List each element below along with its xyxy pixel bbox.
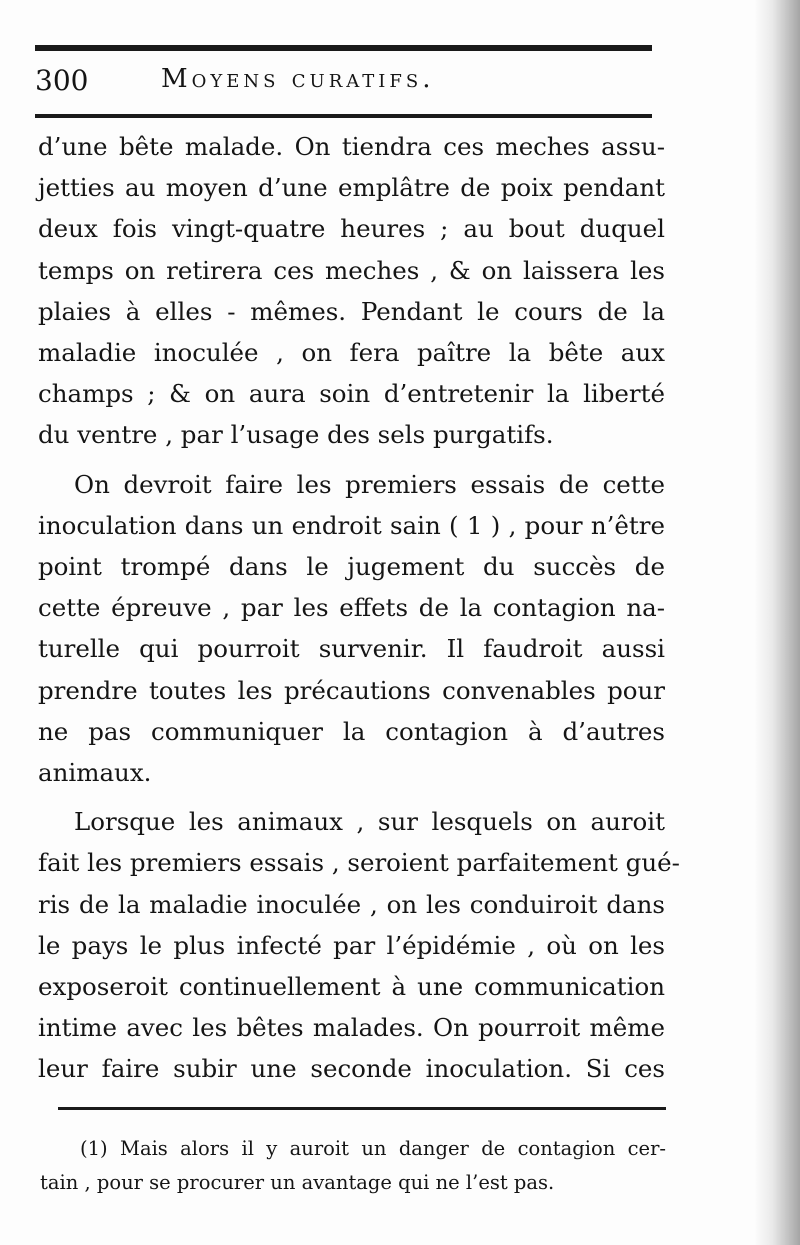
page-header [35,60,652,100]
text-line: inoculation dans un endroit sain ( 1 ) , pour n’être [38,510,665,540]
text-line: prendre toutes les précautions convenables pour [38,675,665,705]
body-text [38,126,680,1090]
text-line: point trompé dans le jugement du succès de [38,552,665,582]
text-line: leur faire subir une seconde inoculation. Si ces [38,1054,665,1084]
text-line: le pays le plus infecté par l’épidémie , où on les [38,930,665,960]
header-rule [35,114,652,118]
text-line: Lorsque les animaux , sur lesquels on auroit [74,807,665,837]
footnote-line: tain , pour se procurer un avantage qui ne l’est pas. [40,1171,555,1194]
page-number: 300 [35,64,89,97]
running-head: Moyens curatifs. [161,64,435,94]
paragraph-3 [38,801,680,1089]
text-line: maladie inoculée , on fera paître la bête aux [38,338,665,368]
text-line: On devroit faire les premiers essais de cette [74,469,665,499]
page-edge-shadow [754,0,800,1245]
text-line: deux fois vingt-quatre heures ; au bout duquel [38,214,665,244]
text-line: champs ; & on aura soin d’entretenir la liberté [38,379,665,409]
text-line: animaux. [38,758,152,788]
text-line: jetties au moyen d’une emplâtre de poix pendant [38,173,665,203]
text-line: du ventre , par l’usage des sels purgatifs. [38,420,554,450]
text-line: d’une bête malade. On tiendra ces meches assu- [38,132,665,161]
paragraph-1 [38,126,665,456]
text-line: intime avec les bêtes malades. On pourroit même [38,1013,665,1043]
footnote [40,1132,666,1200]
paragraph-2 [38,464,665,794]
text-line: turelle qui pourroit survenir. Il faudroit aussi [38,634,665,664]
footnote-line: (1) Mais alors il y auroit un danger de contagion cer- [80,1137,666,1160]
text-line: plaies à elles - mêmes. Pendant le cours de la [38,296,665,326]
text-line: temps on retirera ces meches , & on laissera les [38,255,665,285]
top-rule [35,45,652,51]
text-line: fait les premiers essais , seroient parfaitement gué- [38,848,680,878]
text-line: exposeroit continuellement à une communication [38,972,665,1002]
text-line: ne pas communiquer la contagion à d’autres [38,716,665,746]
footnote-rule [58,1107,666,1110]
text-line: cette épreuve , par les effets de la contagion na- [38,593,665,623]
text-line: ris de la maladie inoculée , on les conduiroit dans [38,889,665,919]
